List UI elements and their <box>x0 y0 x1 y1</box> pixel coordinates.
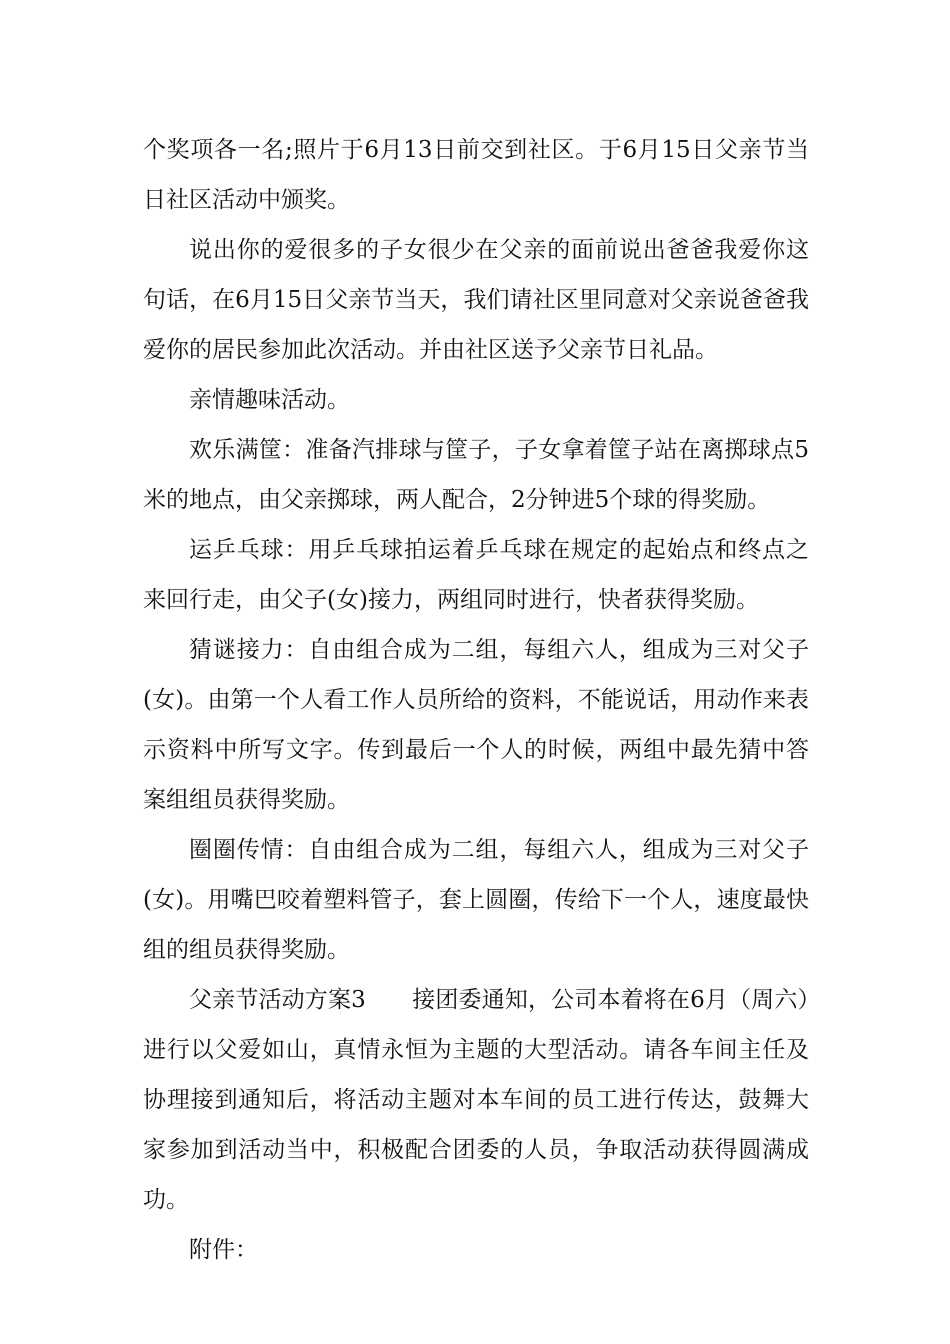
paragraph-full-basket: 欢乐满筐：准备汽排球与筐子，子女拿着筐子站在离掷球点5米的地点，由父亲掷球，两人配合，2分钟进5个球的得奖励。 <box>143 437 809 513</box>
paragraph-ping-pong-relay: 运乒乓球：用乒乓球拍运着乒乓球在规定的起始点和终点之来回行走，由父子(女)接力，两组同时进行，快者获得奖励。 <box>143 537 809 613</box>
paragraph-family-fun-heading: 亲情趣味活动。 <box>189 387 350 413</box>
paragraph-ring-passing: 圈圈传情：自由组合成为二组，每组六人，组成为三对父子(女)。用嘴巴咬着塑料管子，套上圆圈，传给下一个人，速度最快组的组员获得奖励。 <box>143 837 809 963</box>
paragraph-continuation: 个奖项各一名;照片于6月13日前交到社区。于6月15日父亲节当日社区活动中颁奖。 <box>143 137 809 213</box>
document-body <box>143 125 809 1275</box>
paragraph-attachment: 附件： <box>189 1237 258 1263</box>
paragraph-say-your-love: 说出你的爱很多的子女很少在父亲的面前说出爸爸我爱你这句话，在6月15日父亲节当天，我们请社区里同意对父亲说爸爸我爱你的居民参加此次活动。并由社区送予父亲节日礼品。 <box>143 237 809 363</box>
paragraph-plan-3: 父亲节活动方案3 接团委通知，公司本着将在6月（周六）进行以父爱如山，真情永恒为主题的大型活动。请各车间主任及协理接到通知后，将活动主题对本车间的员工进行传达，鼓舞大家参加到活动当中，积极配合团委的人员，争取活动获得圆满成功。 <box>143 987 809 1213</box>
paragraph-riddle-relay: 猜谜接力：自由组合成为二组，每组六人，组成为三对父子(女)。由第一个人看工作人员所给的资料，不能说话，用动作来表示资料中所写文字。传到最后一个人的时候，两组中最先猜中答案组组员获得奖励。 <box>143 637 809 813</box>
